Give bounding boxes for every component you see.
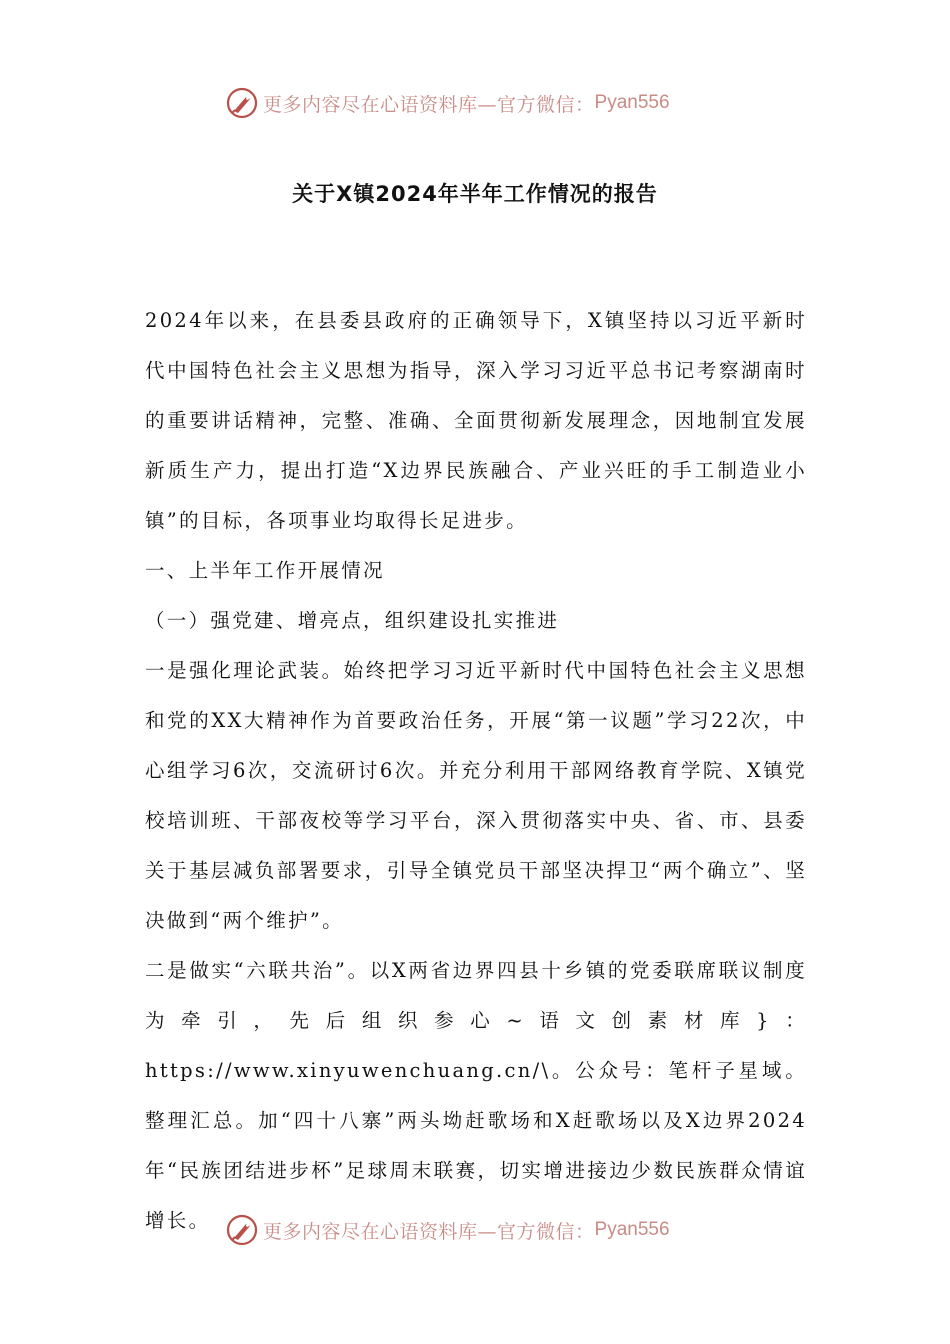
paragraph-intro: 2024年以来，在县委县政府的正确领导下，X镇坚持以习近平新时代中国特色社会主义思想为指导，深入学习习近平总书记考察湖南时的重要讲话精神，完整、准确、全面贯彻新发展理念，因地制宜发展新质生产力，提出打造“X边界民族融合、产业兴旺的手工制造业小镇”的目标，各项事业均取得长足进步。 — [145, 309, 807, 532]
banner-text: 更多内容尽在心语资料库—官方微信： — [263, 1220, 595, 1243]
banner-wechat-handle: Pyan556 — [594, 92, 670, 113]
header-banner — [225, 83, 745, 123]
section-heading-1: 一、上半年工作开展情况 — [145, 559, 385, 582]
subsection-heading-1: （一）强党建、增亮点，组织建设扎实推进 — [145, 609, 560, 632]
pen-nib-logo-icon — [225, 86, 259, 120]
banner-text: 更多内容尽在心语资料库—官方微信： — [263, 93, 595, 116]
pen-nib-logo-icon — [225, 1213, 259, 1247]
banner-wechat-handle: Pyan556 — [594, 1219, 670, 1240]
footer-banner — [225, 1210, 745, 1250]
paragraph-six-links: 二是做实“六联共治”。以X两省边界四县十乡镇的党委联席联议制度为牵引，先后组织参心~语文创素材库}：https://www.xinyuwenchuang.cn/\。公众号：笔杆子星域。整理汇总。加“四十八寨”两头坳赶歌场和X赶歌场以及X边界2024年“民族团结进步杯”足球周末联赛，切实增进接边少数民族群众情谊增长。 — [145, 959, 807, 1232]
paragraph-theory: 一是强化理论武装。始终把学习习近平新时代中国特色社会主义思想和党的XX大精神作为首要政治任务，开展“第一议题”学习22次，中心组学习6次，交流研讨6次。并充分利用干部网络教育学院、X镇党校培训班、干部夜校等学习平台，深入贯彻落实中央、省、市、县委关于基层减负部署要求，引导全镇党员干部坚决捍卫“两个确立”、坚决做到“两个维护”。 — [145, 659, 807, 932]
document-body — [145, 296, 807, 1246]
document-title: 关于X镇2024年半年工作情况的报告 — [292, 182, 658, 206]
